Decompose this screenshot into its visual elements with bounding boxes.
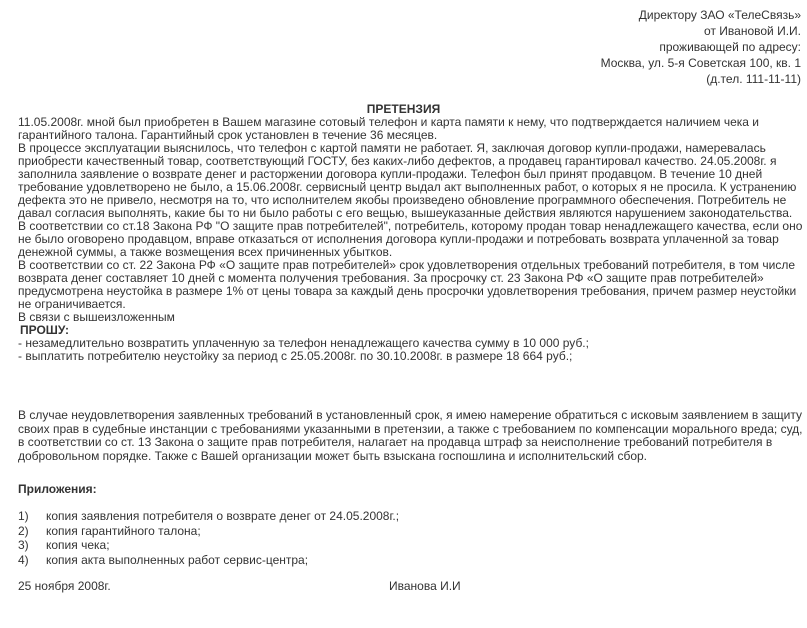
list-item-text: копия акта выполненных работ сервис-центра;: [46, 552, 309, 567]
phone-line: (д.тел. 111-11-11): [706, 72, 801, 86]
list-item-number: 2): [18, 523, 29, 538]
request-heading: ПРОШУ:: [20, 323, 70, 337]
sender-line: от Ивановой И.И.: [704, 24, 801, 38]
request-item-refund: - незамедлительно возвратить уплаченную за телефон ненадлежащего качества сумму в 10 000 руб.;: [18, 336, 589, 350]
list-item: [18, 509, 399, 524]
consequences-block: [18, 409, 804, 463]
document-title: ПРЕТЕНЗИЯ: [366, 102, 441, 116]
attachments-heading: Приложения:: [18, 482, 97, 496]
list-item-text: копия гарантийного талона;: [46, 523, 201, 538]
request-item-penalty: - выплатить потребителю неустойку за период с 25.05.2008г. по 30.10.2008г. в размере 18 664 руб.;: [18, 349, 573, 363]
claim-body: [18, 116, 804, 363]
addressee-line: Директору ЗАО «ТелеСвязь»: [638, 8, 801, 22]
paragraph-purchase: 11.05.2008г. мной был приобретен в Вашем магазине сотовый телефон и карта памяти к нему, что подтверждается наличием чека и гарантийного талона. Гарантийный срок установлен в течение 36 месяцев.: [18, 115, 760, 142]
list-item: [18, 524, 399, 539]
paragraph-defect: В процессе эксплуатации выяснилось, что телефон с картой памяти не работает. Я, заключая договор купли-продажи, намеревалась приобрести качественный товар, соответствующий ГОСТУ, без каких-либо дефектов, а продавец гарантировал качество. 24.05.2008г. я заполнила заявление о возврате денег и расторжении договора купли-продажи. Телефон был принят продавцом. В течение 10 дней требование удовлетворено не было, а 15.06.2008г. сервисный центр выдал акт выполненных работ, о которых я не просила. К устранению дефекта это не привело, несмотря на то, что исполнителем якобы произведено обновление программного обеспечения. Потребитель не давал согласия выполнять, какие бы то ни было работы с его вещью, вышеуказанные действия являются нарушением законодательства.: [18, 141, 797, 220]
attachments-list: [18, 509, 399, 567]
list-item: [18, 538, 399, 553]
document-date: 25 ноября 2008г.: [18, 579, 111, 593]
signature-name: Иванова И.И: [389, 579, 461, 593]
residence-label: проживающей по адресу:: [659, 40, 801, 54]
list-item-number: 4): [18, 552, 29, 567]
list-item: [18, 553, 399, 568]
list-item-number: 1): [18, 509, 29, 523]
addressee-header: [601, 7, 801, 87]
address-line: Москва, ул. 5-я Советская 100, кв. 1: [600, 56, 801, 70]
paragraph-articles-22-23: В соответствии со ст. 22 Закона РФ «О защите прав потребителей» срок удовлетворения отдельных требований потребителя, в том числе возврата денег составляет 10 дней с момента получения требования. За просрочку ст. 23 Закона РФ «О защите прав потребителей» предусмотрена неустойка в размере 1% от цены товара за каждый день просрочки удовлетворения требования, причем размер неустойки не ограничивается.: [18, 258, 797, 311]
paragraph-in-connection: В связи с вышеизложенным: [18, 310, 175, 324]
list-item-text: копия заявления потребителя о возврате денег от 24.05.2008г.;: [46, 509, 400, 523]
list-item-number: 3): [18, 538, 29, 552]
paragraph-court-warning: В случае неудовлетворения заявленных требований в установленный срок, я имею намерение обратиться с исковым заявлением в защиту своих прав в судебные инстанции с требованиями указанными в претензии, а также с требованием по компенсации морального вреда; суд, в соответствии со ст. 13 Закона о защите прав потребителя, налагает на продавца штраф за неисполнение требований потребителя в добровольном порядке. Также с Вашей организации может быть взыскана госпошлина и исполнительский сбор.: [18, 408, 803, 463]
paragraph-article-18: В соответствии со ст.18 Закона РФ "О защите прав потребителей", потребитель, которому продан товар ненадлежащего качества, если оно не было оговорено продавцом, вправе отказаться от исполнения договора купли-продажи и потребовать возврата уплаченной за товар денежной суммы, а также возмещения всех причиненных убытков.: [18, 219, 803, 259]
list-item-text: копия чека;: [46, 538, 110, 552]
